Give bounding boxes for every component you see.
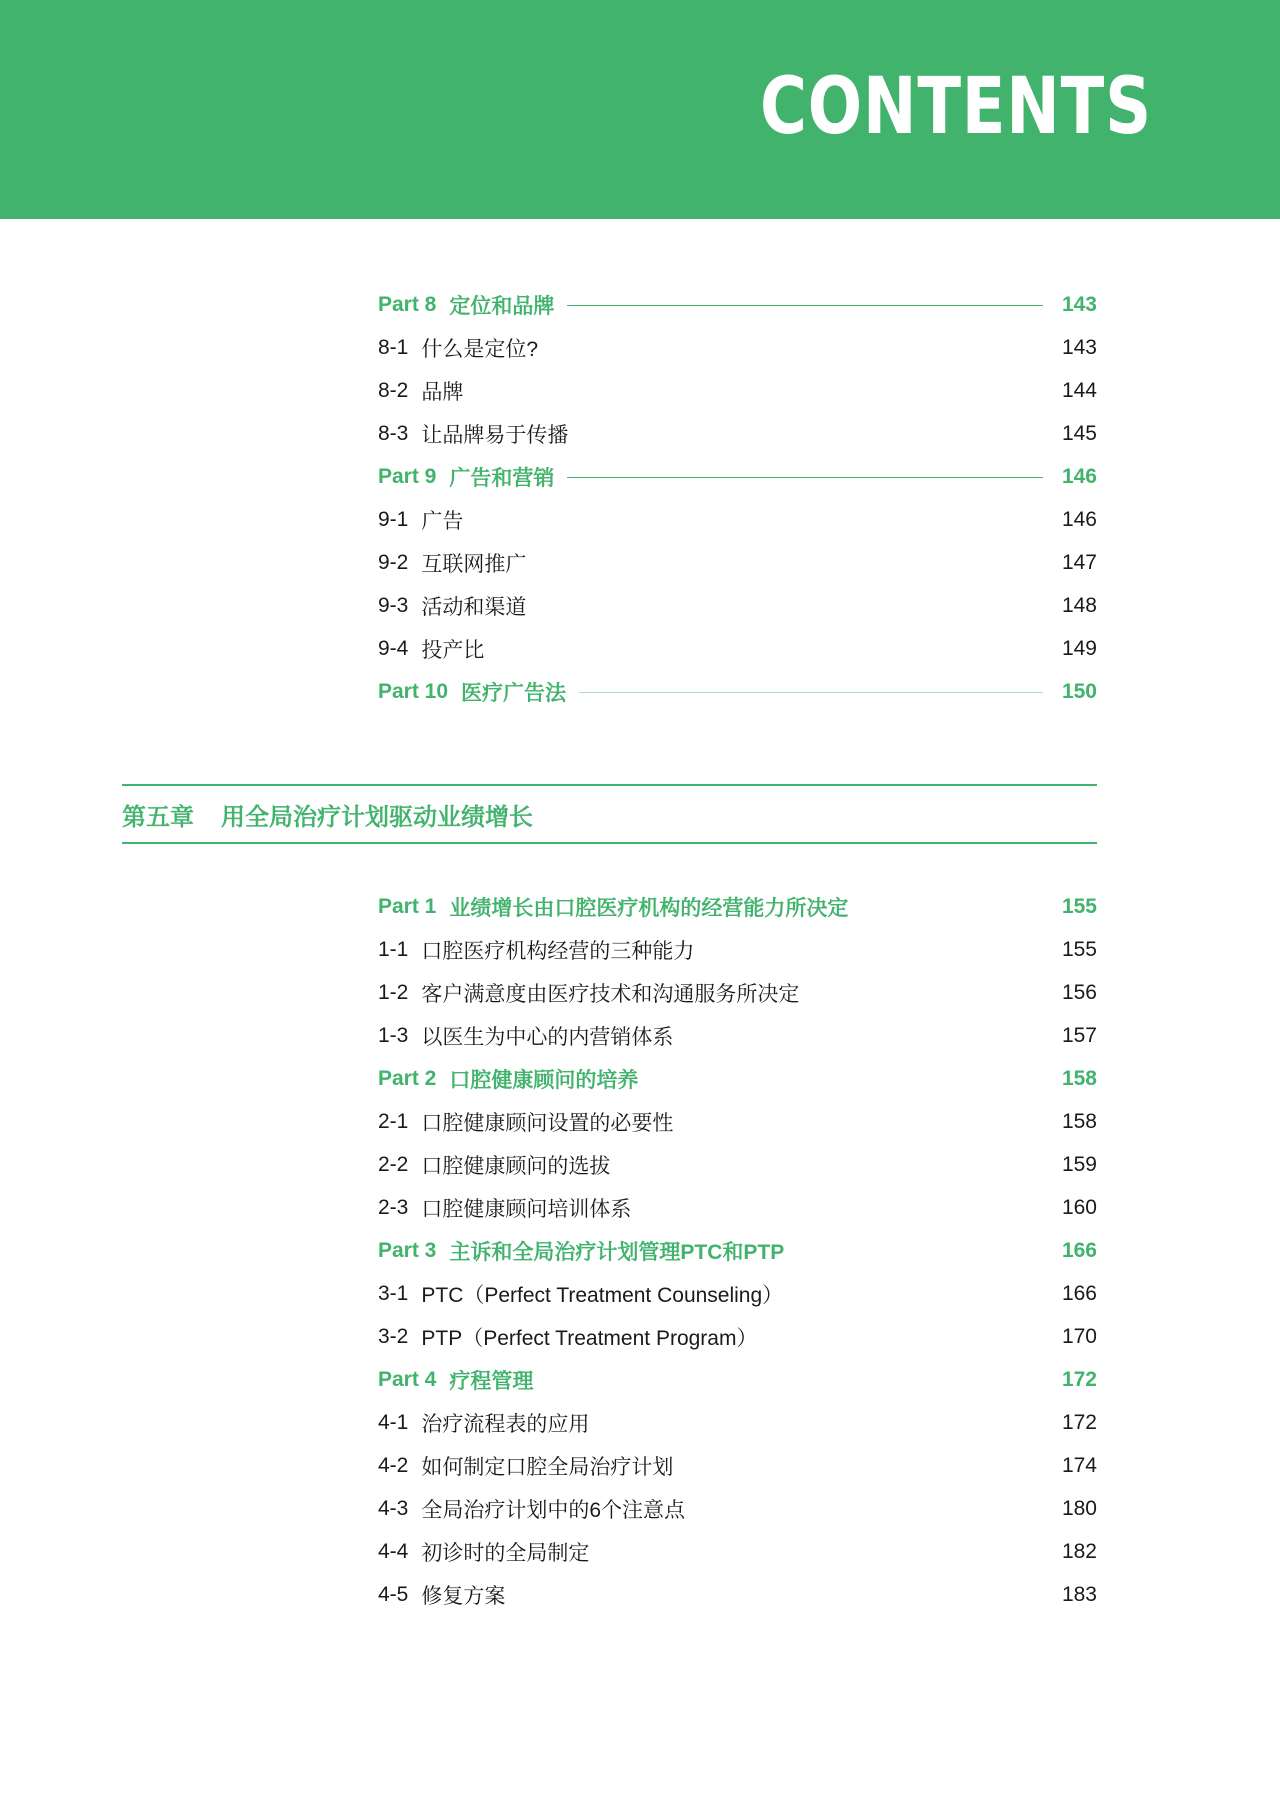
item-title: 全局治疗计划中的6个注意点 <box>421 1499 686 1522</box>
item-title: PTP（Perfect Treatment Program） <box>421 1327 758 1350</box>
toc-item-row[interactable] <box>378 1451 1097 1481</box>
item-title: 活动和渠道 <box>421 596 527 619</box>
item-number: 3-2 <box>378 1325 409 1348</box>
item-title: 口腔健康顾问的选拔 <box>421 1155 611 1178</box>
page-number: 157 <box>1061 1024 1097 1047</box>
toc-item-row[interactable] <box>378 978 1097 1008</box>
item-number: 4-5 <box>378 1583 409 1606</box>
item-title: 让品牌易于传播 <box>421 424 569 447</box>
toc-item-row[interactable] <box>378 1193 1097 1223</box>
item-number: 4-1 <box>378 1411 409 1434</box>
page-number: 170 <box>1061 1325 1097 1348</box>
item-title: PTC（Perfect Treatment Counseling） <box>421 1284 784 1307</box>
leader-line <box>567 305 1043 306</box>
page-number: 145 <box>1061 422 1097 445</box>
item-title: 口腔健康顾问设置的必要性 <box>421 1112 674 1135</box>
item-number: 1-2 <box>378 981 409 1004</box>
toc-item-row[interactable] <box>378 1279 1097 1309</box>
toc-item-row[interactable] <box>378 1408 1097 1438</box>
page-title: CONTENTS <box>760 62 1152 152</box>
page-number: 159 <box>1061 1153 1097 1176</box>
part-number: Part 1 <box>378 895 437 918</box>
toc-part-row[interactable] <box>378 677 1097 707</box>
item-title: 治疗流程表的应用 <box>421 1413 590 1436</box>
page-number: 166 <box>1061 1239 1097 1262</box>
page-number: 143 <box>1061 336 1097 359</box>
item-number: 3-1 <box>378 1282 409 1305</box>
item-title: 修复方案 <box>421 1585 506 1608</box>
toc-item-row[interactable] <box>378 548 1097 578</box>
page-number: 146 <box>1061 508 1097 531</box>
page-number: 144 <box>1061 379 1097 402</box>
toc-part-row[interactable] <box>378 1064 1097 1094</box>
item-number: 9-3 <box>378 594 409 617</box>
item-number: 2-1 <box>378 1110 409 1133</box>
page-number: 174 <box>1061 1454 1097 1477</box>
item-title: 客户满意度由医疗技术和沟通服务所决定 <box>421 983 800 1006</box>
part-title: 广告和营销 <box>449 467 555 490</box>
toc-item-row[interactable] <box>378 1537 1097 1567</box>
item-number: 1-3 <box>378 1024 409 1047</box>
toc-item-row[interactable] <box>378 1322 1097 1352</box>
page-number: 182 <box>1061 1540 1097 1563</box>
toc-part-row[interactable] <box>378 1236 1097 1266</box>
item-title: 什么是定位? <box>421 338 539 361</box>
item-number: 9-4 <box>378 637 409 660</box>
item-number: 4-4 <box>378 1540 409 1563</box>
toc-part-row[interactable] <box>378 1365 1097 1395</box>
toc-item-row[interactable] <box>378 1107 1097 1137</box>
page-number: 150 <box>1061 680 1097 703</box>
page-number: 158 <box>1061 1110 1097 1133</box>
toc-item-row[interactable] <box>378 935 1097 965</box>
page-number: 172 <box>1061 1411 1097 1434</box>
page-number: 143 <box>1061 293 1097 316</box>
part-title: 疗程管理 <box>449 1370 534 1393</box>
page-number: 183 <box>1061 1583 1097 1606</box>
toc-item-row[interactable] <box>378 1580 1097 1610</box>
header-band <box>0 0 1280 219</box>
toc-item-row[interactable] <box>378 591 1097 621</box>
item-number: 8-1 <box>378 336 409 359</box>
page-number: 155 <box>1061 938 1097 961</box>
chapter-heading[interactable] <box>122 784 1097 844</box>
toc-part-row[interactable] <box>378 462 1097 492</box>
leader-line <box>567 477 1043 478</box>
item-number: 1-1 <box>378 938 409 961</box>
toc-item-row[interactable] <box>378 1150 1097 1180</box>
page-number: 158 <box>1061 1067 1097 1090</box>
item-title: 投产比 <box>421 639 485 662</box>
toc-item-row[interactable] <box>378 376 1097 406</box>
toc-part-row[interactable] <box>378 290 1097 320</box>
toc-item-row[interactable] <box>378 419 1097 449</box>
item-title: 初诊时的全局制定 <box>421 1542 590 1565</box>
toc-item-row[interactable] <box>378 505 1097 535</box>
toc-item-row[interactable] <box>378 1021 1097 1051</box>
item-title: 互联网推广 <box>421 553 527 576</box>
item-title: 品牌 <box>421 381 464 404</box>
page-number: 147 <box>1061 551 1097 574</box>
page-number: 160 <box>1061 1196 1097 1219</box>
part-title: 业绩增长由口腔医疗机构的经营能力所决定 <box>449 897 849 920</box>
page-number: 166 <box>1061 1282 1097 1305</box>
chapter-title: 用全局治疗计划驱动业绩增长 <box>221 803 533 831</box>
item-title: 口腔医疗机构经营的三种能力 <box>421 940 695 963</box>
item-number: 9-1 <box>378 508 409 531</box>
part-number: Part 2 <box>378 1067 437 1090</box>
item-title: 如何制定口腔全局治疗计划 <box>421 1456 674 1479</box>
item-number: 4-2 <box>378 1454 409 1477</box>
page-number: 180 <box>1061 1497 1097 1520</box>
page-number: 156 <box>1061 981 1097 1004</box>
page-number: 172 <box>1061 1368 1097 1391</box>
part-title: 定位和品牌 <box>449 295 555 318</box>
item-number: 4-3 <box>378 1497 409 1520</box>
part-number: Part 4 <box>378 1368 437 1391</box>
part-number: Part 8 <box>378 293 437 316</box>
chapter-number: 第五章 <box>122 803 194 831</box>
part-title: 口腔健康顾问的培养 <box>449 1069 639 1092</box>
item-title: 口腔健康顾问培训体系 <box>421 1198 632 1221</box>
page-number: 149 <box>1061 637 1097 660</box>
page-number: 148 <box>1061 594 1097 617</box>
item-number: 2-2 <box>378 1153 409 1176</box>
item-number: 8-2 <box>378 379 409 402</box>
item-number: 8-3 <box>378 422 409 445</box>
toc-item-row[interactable] <box>378 634 1097 664</box>
part-title: 主诉和全局治疗计划管理PTC和PTP <box>449 1241 785 1264</box>
part-title: 医疗广告法 <box>461 682 567 705</box>
leader-line <box>579 692 1043 693</box>
toc-item-row[interactable] <box>378 333 1097 363</box>
toc-part-row[interactable] <box>378 892 1097 922</box>
toc-item-row[interactable] <box>378 1494 1097 1524</box>
part-number: Part 9 <box>378 465 437 488</box>
item-title: 广告 <box>421 510 464 533</box>
part-number: Part 10 <box>378 680 449 703</box>
item-title: 以医生为中心的内营销体系 <box>421 1026 674 1049</box>
page-number: 155 <box>1061 895 1097 918</box>
page-number: 146 <box>1061 465 1097 488</box>
item-number: 2-3 <box>378 1196 409 1219</box>
part-number: Part 3 <box>378 1239 437 1262</box>
item-number: 9-2 <box>378 551 409 574</box>
